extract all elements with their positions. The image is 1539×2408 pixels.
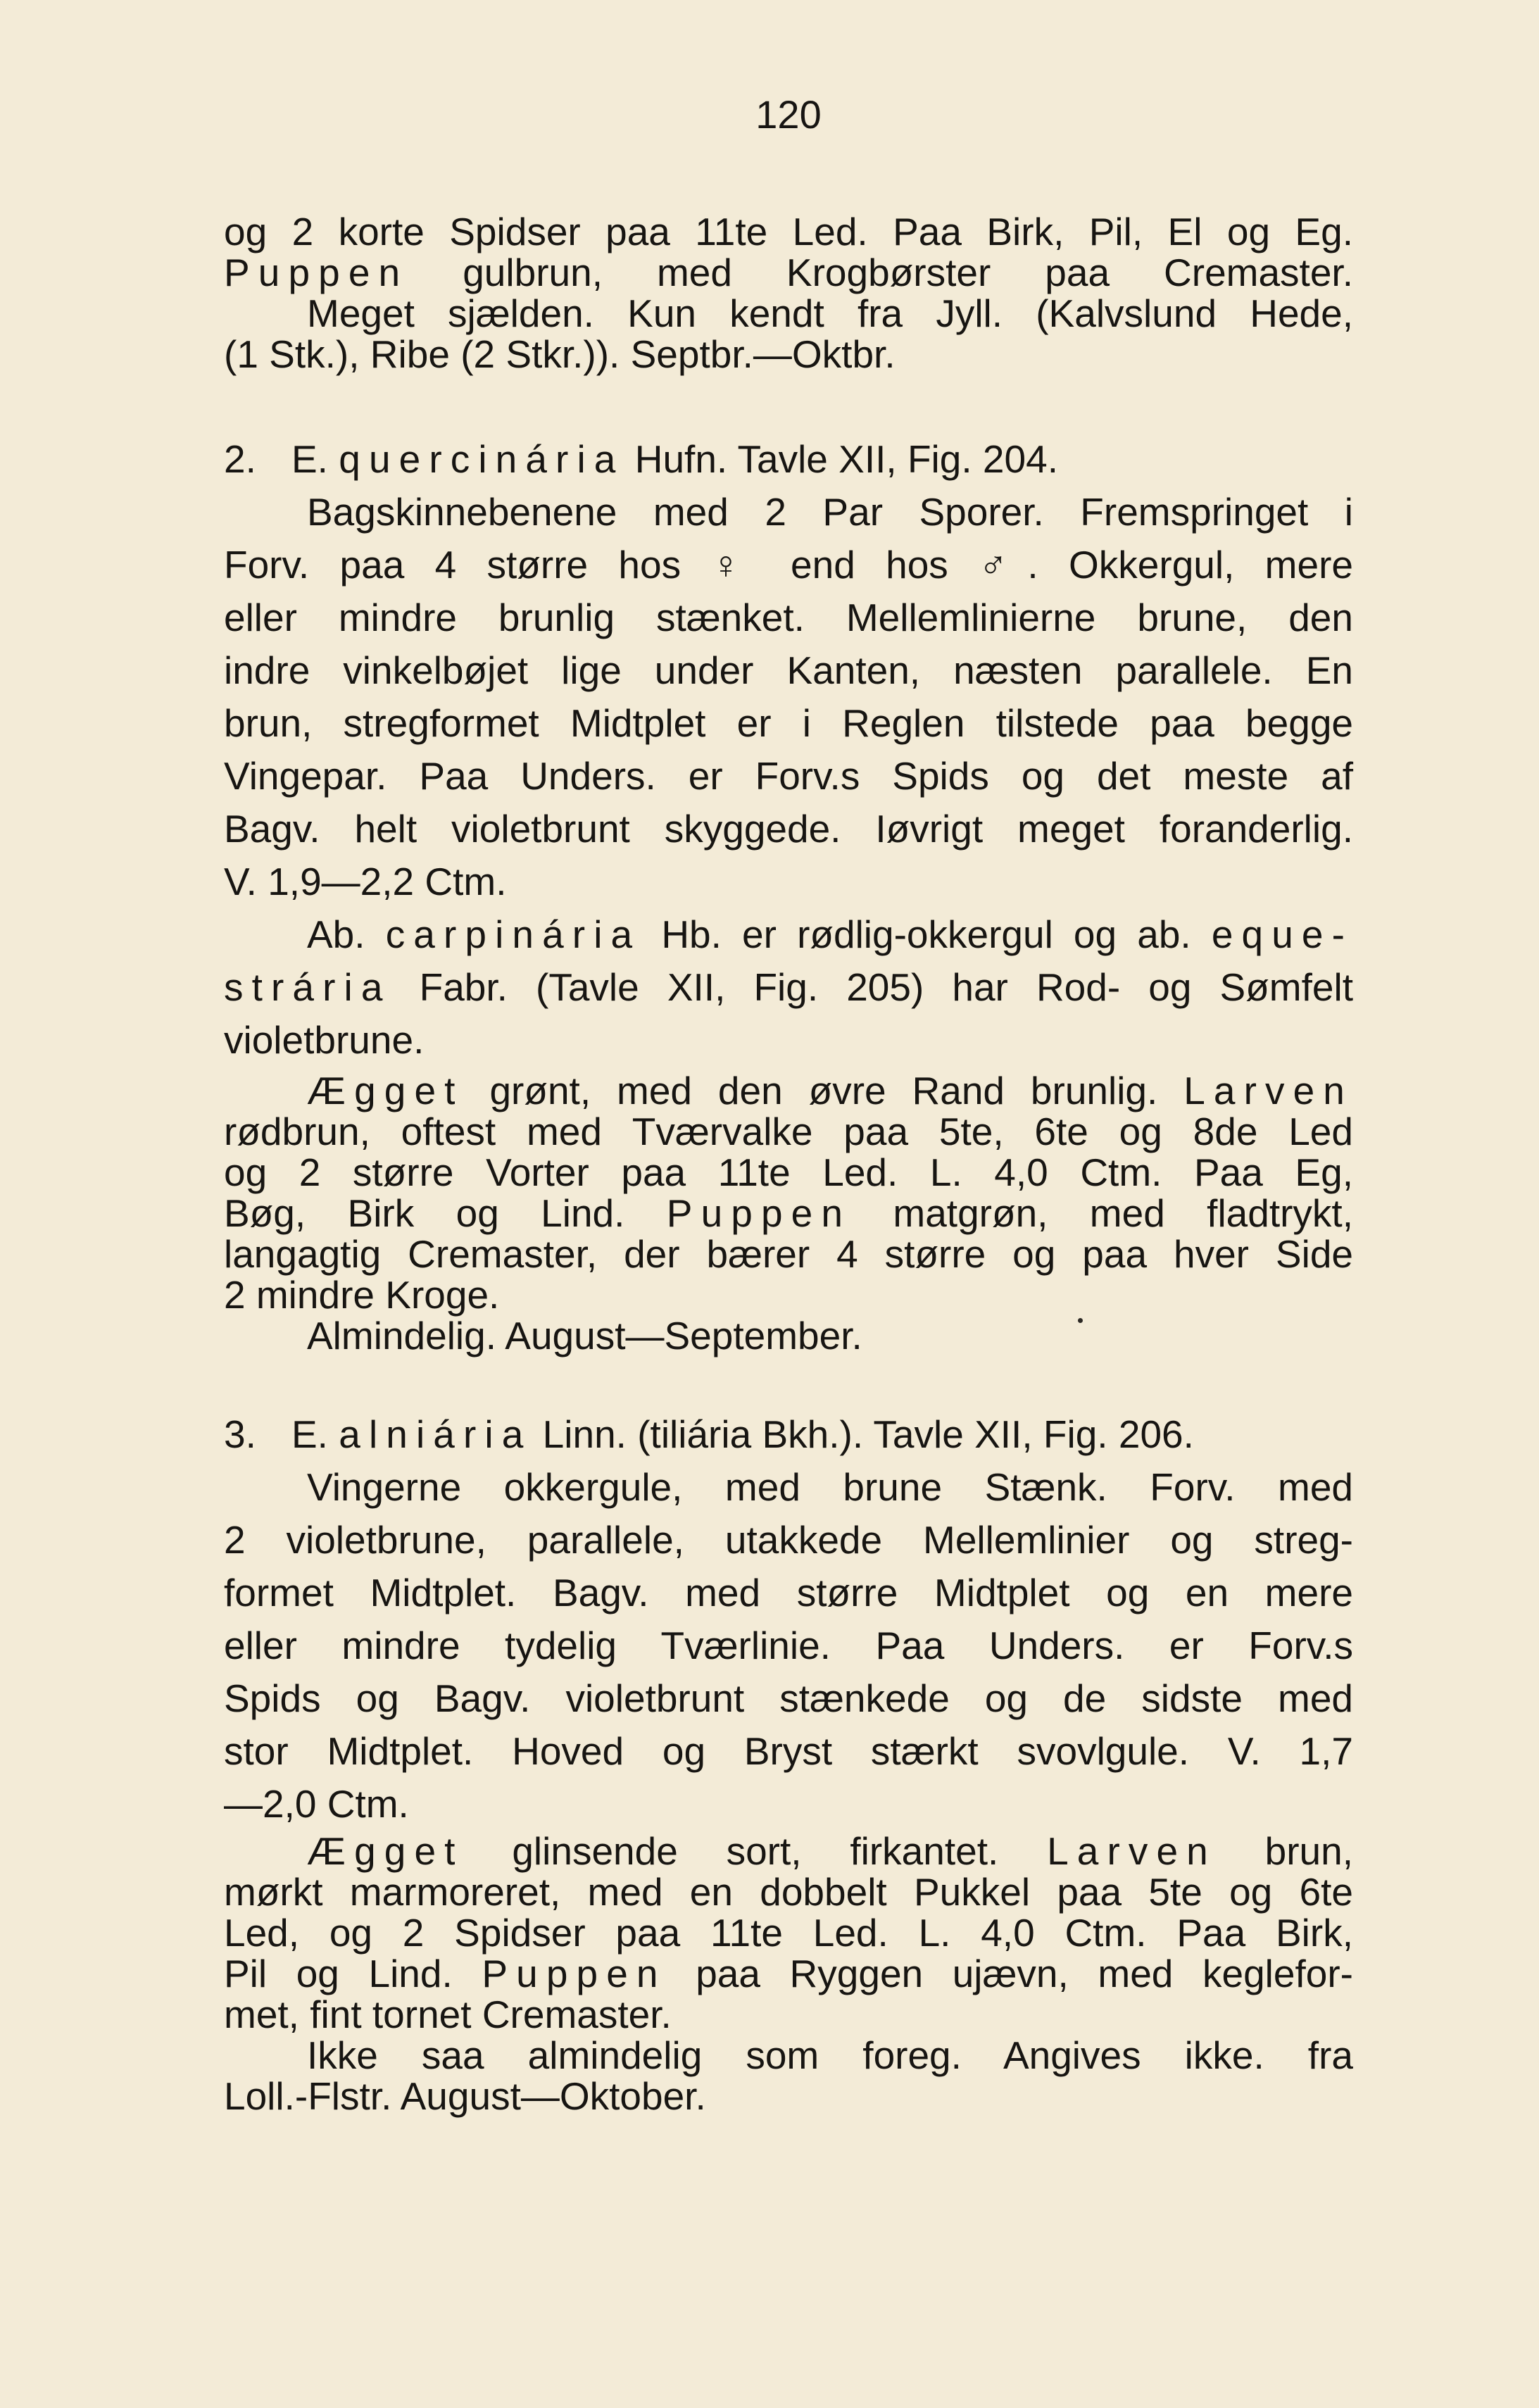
text-line: mørkt marmoreret, med en dobbelt Pukkel paa 5te og 6te [224, 1870, 1353, 1914]
text-line: og 2 korte Spidser paa 11te Led. Paa Birk, Pil, El og Eg. [224, 210, 1353, 253]
spaced-term: Puppen [482, 1952, 667, 1995]
species-heading: 2. E. quercinária Hufn. Tavle XII, Fig. 204. [224, 437, 1058, 481]
text-line: stor Midtplet. Hoved og Bryst stærkt svovlgule. V. 1,7 [224, 1729, 1353, 1773]
text-line: 2 mindre Kroge. [224, 1273, 500, 1317]
species-name: quercinária [339, 437, 624, 481]
text-line: eller mindre brunlig stænket. Mellemlinierne brune, den [224, 596, 1353, 639]
text-line: Vingerne okkergule, med brune Stænk. Forv. med [307, 1465, 1353, 1509]
text-line: Almindelig. August—September. [307, 1314, 862, 1357]
species-heading: 3. E. alniária Linn. (tiliária Bkh.). Tavle XII, Fig. 206. [224, 1412, 1194, 1456]
spaced-term: Larven [1047, 1829, 1217, 1873]
text-line: Spids og Bagv. violetbrunt stænkede og de sidste med [224, 1676, 1353, 1720]
text-line: Vingepar. Paa Unders. er Forv.s Spids og det meste af [224, 754, 1353, 798]
species-name: carpinária [385, 913, 641, 956]
text-line: Puppen gulbrun, med Krogbørster paa Cremaster. [224, 251, 1353, 294]
text-line: Ikke saa almindelig som foreg. Angives ikke. fra [307, 2033, 1353, 2077]
species-entry-alniaria [224, 1408, 1353, 1831]
text-line: Forv. paa 4 større hos ♀ end hos ♂. Okkergul, mere [224, 543, 1353, 587]
text-line: Pil og Lind. Puppen paa Ryggen ujævn, med keglefor- [224, 1952, 1353, 1995]
species-name: strária [224, 965, 391, 1009]
text-line: (1 Stk.), Ribe (2 Stkr.)). Septbr.—Oktbr. [224, 332, 896, 376]
spaced-term: Ægget [307, 1069, 464, 1112]
text-line: Bagskinnebenene med 2 Par Sporer. Fremspringet i [307, 490, 1353, 534]
text-line: V. 1,9—2,2 Ctm. [224, 860, 507, 903]
text-line: indre vinkelbøjet lige under Kanten, næsten parallele. En [224, 648, 1353, 692]
text-line: Ab. carpinária Hb. er rødlig-okkergul og ab. eque- [307, 913, 1353, 956]
continuation-paragraph [224, 211, 1353, 375]
text-line: Ægget glinsende sort, firkantet. Larven brun, [307, 1829, 1353, 1873]
text-line: brun, stregformet Midtplet er i Reglen tilstede paa begge [224, 701, 1353, 745]
text-line: 2 violetbrune, parallele, utakkede Mellemlinier og streg- [224, 1518, 1353, 1562]
text-line: met, fint tornet Cremaster. [224, 1993, 672, 2036]
life-history-alniaria [224, 1831, 1353, 2117]
text-line: eller mindre tydelig Tværlinie. Paa Unders. er Forv.s [224, 1624, 1353, 1667]
print-dot-mark [1078, 1318, 1083, 1323]
spaced-term: Larven [1183, 1069, 1353, 1112]
page-number: 120 [755, 92, 822, 137]
text-line: Ægget grønt, med den øvre Rand brunlig. Larven [307, 1069, 1353, 1112]
text-line: violetbrune. [224, 1018, 425, 1062]
text-line: —2,0 Ctm. [224, 1782, 409, 1826]
spaced-term: Puppen [224, 251, 409, 294]
spaced-term: Ægget [307, 1829, 464, 1873]
species-entry-quercinaria [224, 433, 1353, 1067]
text-line: rødbrun, oftest med Tværvalke paa 5te, 6te og 8de Led [224, 1110, 1353, 1153]
text-line: strária Fabr. (Tavle XII, Fig. 205) har Rod- og Sømfelt [224, 965, 1353, 1009]
text-line: Led, og 2 Spidser paa 11te Led. L. 4,0 Ctm. Paa Birk, [224, 1911, 1353, 1955]
text-line: og 2 større Vorter paa 11te Led. L. 4,0 Ctm. Paa Eg, [224, 1150, 1353, 1194]
life-history-quercinaria [224, 1070, 1353, 1356]
text-line: Meget sjælden. Kun kendt fra Jyll. (Kalvslund Hede, [307, 291, 1353, 335]
text-line: Bøg, Birk og Lind. Puppen matgrøn, med fladtrykt, [224, 1191, 1353, 1235]
species-name: alniária [339, 1412, 532, 1456]
species-name: eque- [1211, 913, 1353, 956]
text-line: formet Midtplet. Bagv. med større Midtplet og en mere [224, 1571, 1353, 1614]
text-line: Loll.-Flstr. August—Oktober. [224, 2074, 706, 2118]
spaced-term: Puppen [666, 1191, 852, 1235]
text-line: Bagv. helt violetbrunt skyggede. Iøvrigt meget foranderlig. [224, 807, 1353, 851]
text-line: langagtig Cremaster, der bærer 4 større og paa hver Side [224, 1232, 1353, 1276]
